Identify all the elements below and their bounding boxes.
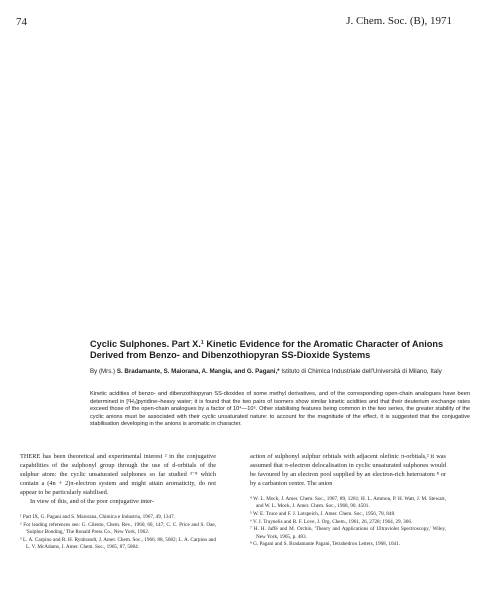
abstract: Kinetic acidities of benzo- and dibenzothiopyran SS-dioxides of some methyl derivatives, and of the corresponding open-chain analogues have been determined in [²H₃]pyridine–heavy water; it is found that the two pairs of isomers show similar kinetic acidities and that their deuterium exchange rates exceed those of the open-chain analogues by a factor of 10⁴—10⁵. Other stabilising features being common in the two series, the greater stability of the cyclic anions must be associated with their cyclic unsaturated nature: to account for the magnitude of the effect, it is suggested that the conjugative stabilisation developing in the anions is aromatic in character. <box>90 391 470 428</box>
footnote: ² For leading references see: G. Cilento, Chem. Rev., 1960, 60, 147; C. C. Price and S. Oae, 'Sulphur Bonding,' The Ronald Press Co., New York, 1962. <box>20 521 216 535</box>
body-paragraph: action of sulphonyl sulphur orbitals with adjacent olefinic π-orbitals,² it was assumed that π-electron delocalisation in cyclic unsaturated sulphones would be favoured by an electron pool supplied by an electron-rich heteroatom ⁸ or by a carbanion centre. The anion <box>250 453 446 487</box>
author-names: S. Bradamante, S. Maiorana, A. Mangia, and G. Pagani,* <box>116 368 280 375</box>
footnotes-right <box>250 496 446 548</box>
footnote: ⁶ V. J. Traynelis and R. F. Love, J. Org. Chem., 1961, 26, 2728; 1964, 29, 366. <box>250 518 413 525</box>
body-paragraph: THERE has been theoretical and experimental interest ² in the conjugative capabilities of the sulphonyl group through the use of d-orbitals of the sulphur atom: the cyclic unsaturated sulphones so far studied ³⁻⁸ which contain a (4n + 2)π-electron system and might attain aromaticity, do not appear to be particularly stabilised. <box>20 453 216 496</box>
journal-header: J. Chem. Soc. (B), 1971 <box>346 15 452 27</box>
body-paragraph: In view of this, and of the poor conjugative inter- <box>30 498 155 505</box>
footnote: ⁴ W. L. Mock, J. Amer. Chem. Soc., 1967, 89, 1281; H. L. Ammon, P. H. Watt, J. M. Stewart, and W. L. Mock, J. Amer. Chem. Soc., 1968, 90, 4501. <box>250 496 446 510</box>
affiliation: Istituto di Chimica Industriale dell'Università di Milano, Italy <box>281 368 442 375</box>
footnote: ⁷ H. H. Jaffé and M. Orchin, 'Theory and Applications of Ultraviolet Spectroscopy,' Wiley, New York, 1965, p. 483. <box>250 526 446 540</box>
body-column-left <box>20 452 216 552</box>
page-number: 74 <box>16 16 27 28</box>
authors-prefix: By (Mrs.) <box>90 368 116 375</box>
body-column-right <box>250 452 446 549</box>
footnote: ⁸ G. Pagani and S. Bradamante Pagani, Tetrahedron Letters, 1968, 1041. <box>250 541 401 548</box>
article-title: Cyclic Sulphones. Part X.¹ Kinetic Evidence for the Aromatic Character of Anions Derived from Benzo- and Dibenzothiopyran SS-Dioxide Systems <box>90 339 444 360</box>
author-line <box>90 368 470 377</box>
footnote: ³ L. A. Carpino and R. H. Rynbrandt, J. Amer. Chem. Soc., 1966, 88, 5682; L. A. Carpino and L. V. McAdams, J. Amer. Chem. Soc., 1965, 87, 5804. <box>20 536 216 550</box>
footnote: ¹ Part IX, G. Pagani and S. Maiorana, Chimica e Industria, 1967, 49, 1347. <box>20 514 175 520</box>
footnote: ⁵ W. E. Truce and F. J. Lotspeich, J. Amer. Chem. Soc., 1956, 78, 848. <box>250 510 396 517</box>
footnotes-left <box>20 514 216 551</box>
